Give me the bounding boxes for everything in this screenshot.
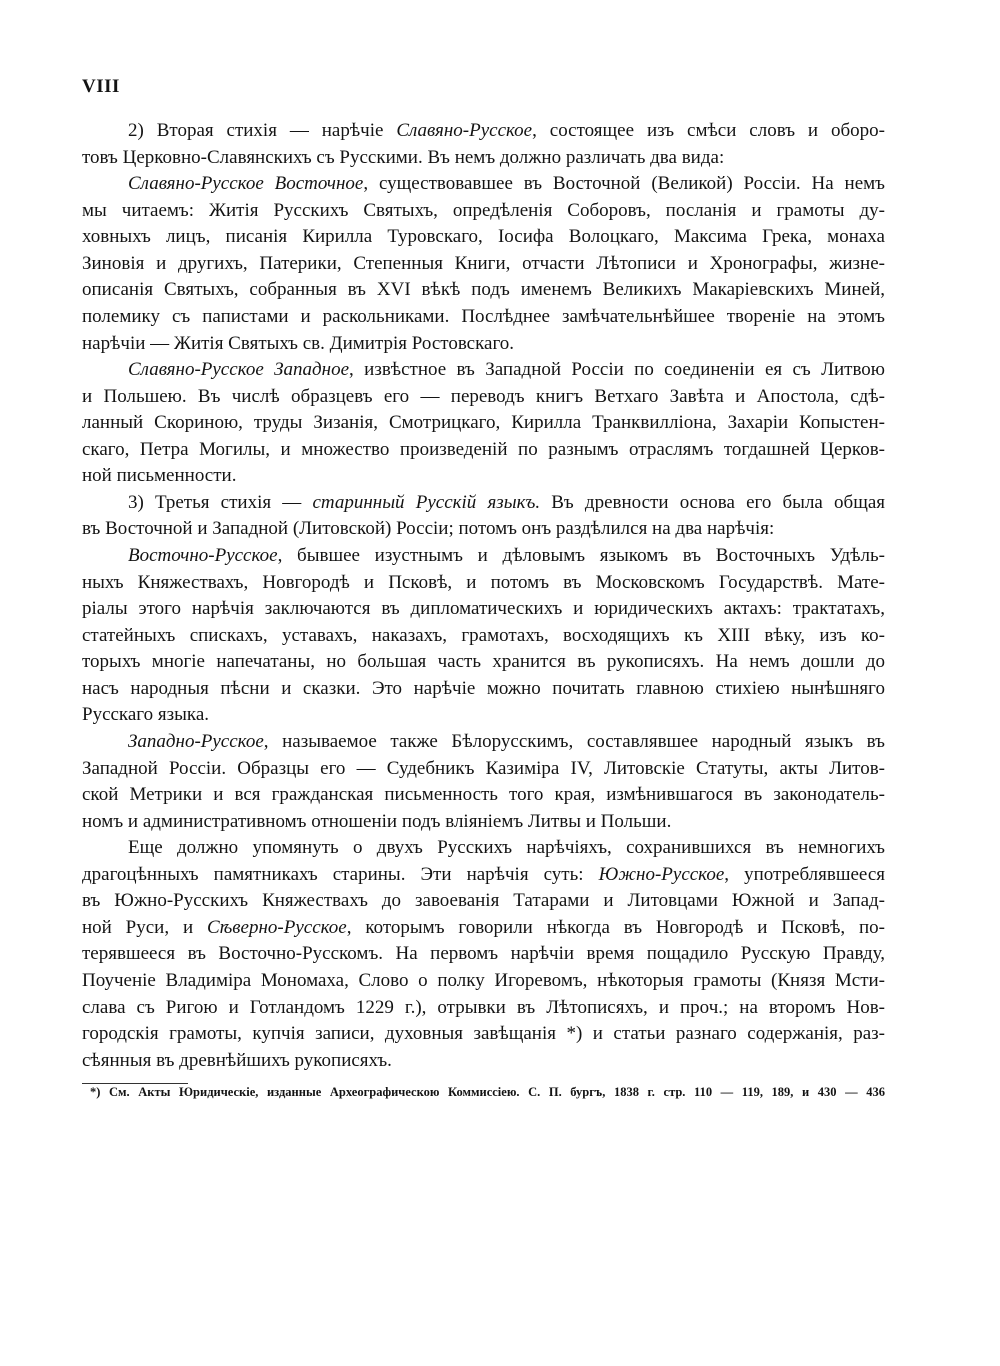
text-line	[82, 676, 885, 703]
text-segment: ной Руси, и	[82, 916, 207, 938]
text-segment: сѣянныя въ древнѣйшихъ рукописяхъ.	[82, 1049, 392, 1071]
text-line	[82, 570, 885, 597]
text-line	[82, 756, 885, 783]
paragraph	[82, 490, 885, 543]
italic-term: Восточно-Русское	[128, 545, 278, 566]
italic-term: Западно-Русское	[128, 730, 264, 752]
text-segment: городскія грамоты, купчія записи, духовныя завѣщанія *) и статьи разнаго содержанія, раз-	[82, 1023, 885, 1045]
text-segment: слава съ Ригою и Готландомъ 1229 г.), отрывки въ Лѣтописяхъ, и проч.; на второмъ Нов-	[82, 996, 885, 1018]
paragraph	[82, 171, 885, 357]
text-segment: ховныхъ лицъ, писанія Кирилла Туровскаго, Іосифа Волоцкаго, Максима Грека, монаха	[82, 226, 885, 248]
text-segment: въ Восточной и Западной (Литовской) Россіи; потомъ онъ раздѣлился на два нарѣчія:	[82, 518, 775, 540]
text-segment: нарѣчіи — Житія Святыхъ св. Димитрія Ростовскаго.	[82, 332, 515, 354]
page-number: VIII	[82, 76, 120, 97]
text-line	[82, 782, 885, 809]
text-segment: товъ Церковно-Славянскихъ съ Русскими. Въ немъ должно различать два вида:	[82, 146, 725, 168]
body-text	[82, 118, 885, 1074]
text-segment: , называемое также Бѣлорусскимъ, составлявшее народный языкъ въ	[263, 730, 885, 752]
text-line	[82, 251, 885, 278]
text-line	[82, 729, 885, 756]
text-line	[82, 145, 885, 172]
text-line	[82, 516, 885, 543]
text-segment: 3) Третья стихія —	[128, 491, 313, 513]
text-line	[82, 835, 885, 862]
text-line	[82, 543, 885, 570]
text-segment: ріалы этого нарѣчія заключаются въ дипломатическихъ и юридическихъ актахъ: трактатахъ,	[82, 598, 885, 620]
italic-term: Славяно-Русское Западное	[128, 359, 350, 381]
text-segment: полемику съ папистами и раскольниками. Послѣднее замѣчательнѣйшее твореніе на этомъ	[82, 305, 885, 327]
text-line	[82, 357, 885, 384]
text-line	[82, 198, 885, 225]
text-segment: , бывшее изустнымъ и дѣловымъ языкомъ въ Восточныхъ Удѣль-	[277, 545, 885, 566]
text-line	[82, 623, 885, 650]
text-line	[82, 304, 885, 331]
text-line	[82, 915, 885, 942]
text-segment: ныхъ Княжествахъ, Новгородѣ и Псковѣ, и потомъ въ Московскомъ Государствѣ. Мате-	[82, 571, 885, 593]
text-line	[82, 968, 885, 995]
text-segment: , употреблявшееся	[724, 863, 885, 885]
footnote: *) См. Акты Юридическіе, изданные Археографическою Коммиссіею. С. П. бургъ, 1838 г. стр. 110 — 119, 189, и 430 — 436	[90, 1085, 885, 1099]
text-line	[82, 277, 885, 304]
text-line	[82, 437, 885, 464]
text-segment: Русскаго языка.	[82, 704, 210, 726]
text-segment: описанія Святыхъ, собранныя въ XVI вѣкѣ подъ именемъ Великихъ Макаріевскихъ Миней,	[82, 279, 885, 301]
text-line	[82, 1021, 885, 1048]
text-line	[82, 224, 885, 251]
text-segment: Еще должно упомянуть о двухъ Русскихъ нарѣчіяхъ, сохранившихся въ немногихъ	[128, 837, 885, 859]
text-segment: и Польшею. Въ числѣ образцевъ его — переводъ книгъ Ветхаго Завѣта и Апостола, сдѣ-	[82, 385, 885, 407]
text-segment: , извѣстное въ Западной Россіи по соединеніи ея съ Литвою	[349, 359, 885, 381]
text-line	[82, 410, 885, 437]
text-line	[82, 490, 885, 517]
text-segment: скаго, Петра Могилы, и множество произведеній по разнымъ отраслямъ тогдашней Церков-	[82, 438, 885, 460]
italic-term: Сѣверно-Русское	[206, 916, 347, 938]
text-segment: торыхъ многіе напечатаны, но большая часть хранится въ рукописяхъ. На немъ дошли до	[82, 651, 885, 673]
italic-term: Южно-Русское	[598, 863, 725, 885]
text-segment: ской Метрики и вся гражданская письменность того края, измѣнившагося въ законодатель-	[82, 784, 885, 806]
text-segment: драгоцѣнныхъ памятникахъ старины. Эти нарѣчія суть:	[82, 863, 599, 885]
italic-term: старинный Русскій языкъ.	[312, 491, 541, 513]
text-line	[82, 331, 885, 358]
text-line	[82, 463, 885, 490]
text-line	[82, 596, 885, 623]
paragraph	[82, 357, 885, 490]
text-line	[82, 118, 885, 145]
text-line	[82, 171, 885, 198]
text-segment: Зиновія и другихъ, Патерики, Степенныя Книги, отчасти Лѣтописи и Хронографы, жизне-	[82, 252, 885, 274]
text-segment: , которымъ говорили нѣкогда въ Новгородѣ и Псковѣ, по-	[346, 916, 885, 938]
text-line	[82, 1048, 885, 1075]
text-segment: терявшееся въ Восточно-Русскомъ. На первомъ нарѣчіи время пощадило Русскую Правду,	[82, 943, 885, 965]
text-line	[82, 649, 885, 676]
text-line	[82, 862, 885, 889]
text-segment: Въ древности основа его была общая	[540, 491, 885, 513]
text-segment: ланный Скориною, труды Зизанія, Смотрицкаго, Кирилла Транквилліона, Захаріи Копыстен-	[82, 412, 885, 434]
text-line	[82, 384, 885, 411]
text-segment: мы читаемъ: Житія Русскихъ Святыхъ, опредѣленія Соборовъ, посланія и грамоты ду-	[82, 199, 885, 221]
paragraph	[82, 543, 885, 729]
text-segment: , состоящее изъ смѣси словъ и оборо-	[532, 120, 885, 141]
text-segment: Поученіе Владиміра Мономаха, Слово о полку Игоревомъ, нѣкоторыя грамоты (Князя Мсти-	[82, 970, 885, 991]
text-line	[82, 941, 885, 968]
italic-term: Славяно-Русское Восточное	[128, 173, 364, 195]
paragraph	[82, 729, 885, 835]
text-line	[82, 995, 885, 1022]
text-line	[82, 702, 885, 729]
text-segment: Западной Россіи. Образцы его — Судебникъ Казиміра IV, Литовскіе Статуты, акты Литов-	[82, 757, 885, 779]
text-segment: насъ народныя пѣсни и сказки. Это нарѣчіе можно почитать главною стихіею нынѣшняго	[82, 677, 885, 699]
text-segment: 2) Вторая стихія — нарѣчіе	[128, 120, 397, 141]
paragraph	[82, 118, 885, 171]
italic-term: Славяно-Русское	[396, 120, 533, 141]
text-segment: , существовавшее въ Восточной (Великой) Россіи. На немъ	[363, 173, 886, 195]
text-segment: номъ и административномъ отношеніи подъ вліяніемъ Литвы и Польши.	[82, 810, 672, 832]
footnote-divider	[82, 1083, 188, 1084]
text-segment: ной письменности.	[82, 465, 237, 487]
text-line	[82, 888, 885, 915]
text-segment: статейныхъ спискахъ, уставахъ, наказахъ, грамотахъ, восходящихъ къ XIII вѣку, изъ ко-	[82, 624, 885, 646]
text-line	[82, 809, 885, 836]
paragraph	[82, 835, 885, 1074]
text-segment: въ Южно-Русскихъ Княжествахъ до завоеванія Татарами и Литовцами Южной и Запад-	[82, 890, 885, 912]
